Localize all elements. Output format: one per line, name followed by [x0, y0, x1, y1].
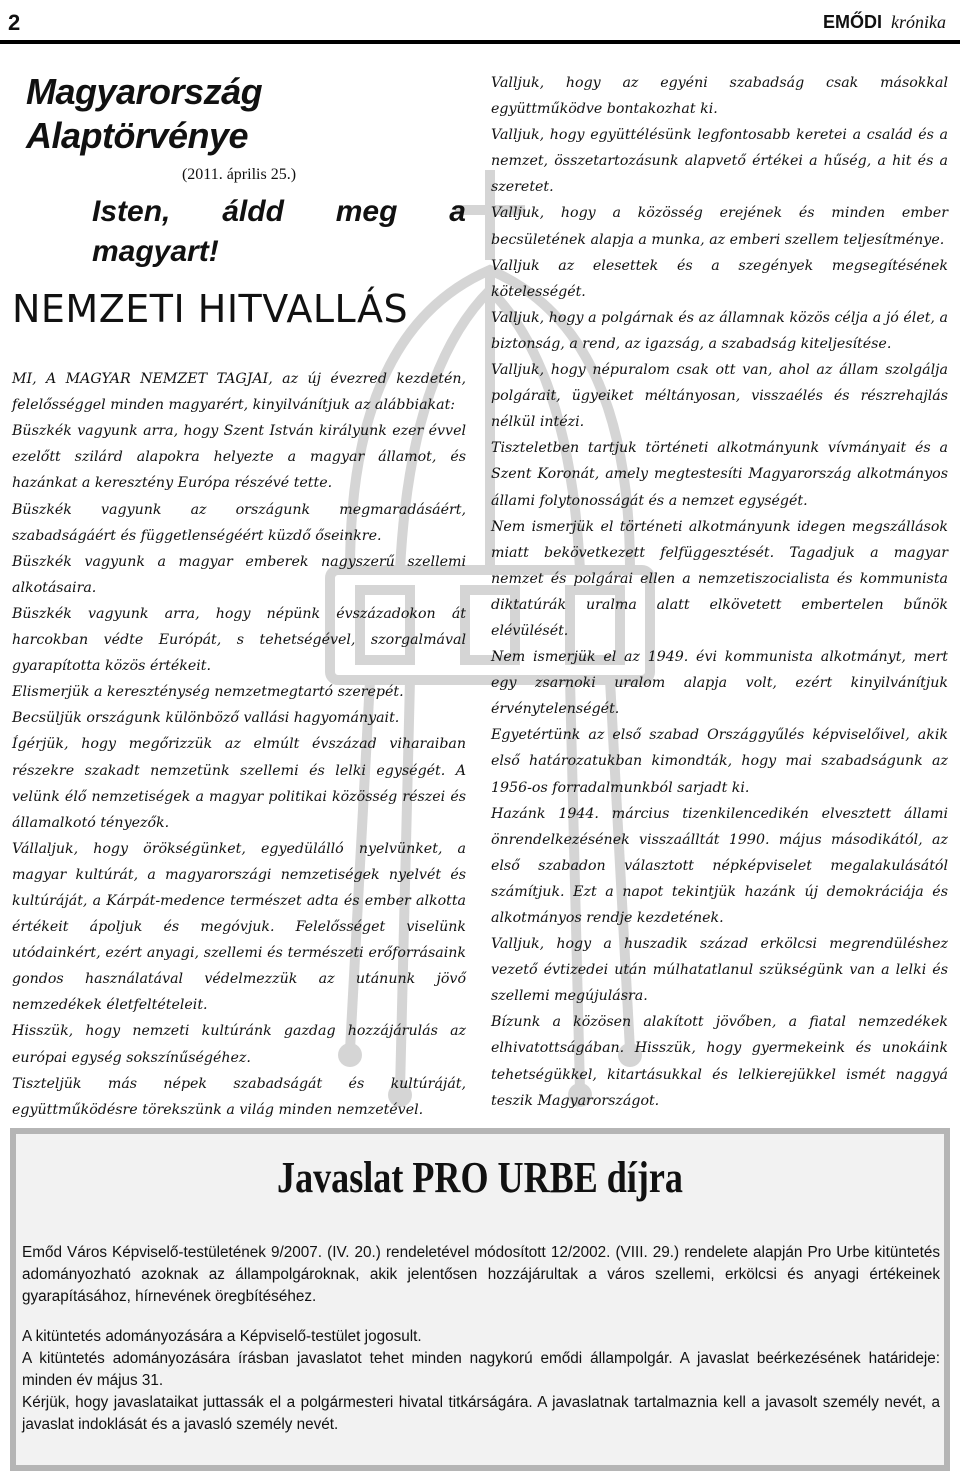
creed-paragraph: Hisszük, hogy nemzeti kultúránk gazdag hozzájárulás az európai egység sokszínűségéhez.	[12, 1023, 466, 1066]
creed-paragraph: Nem ismerjük el az 1949. évi kommunista alkotmányt, mert egy zsarnoki uralom alapja volt, ezért kinyilvánítjuk érvénytelenségét.	[491, 649, 948, 718]
creed-paragraph: Tiszteletben tartjuk történeti alkotmányunk vívmányait és a Szent Koronát, amely megtestesíti Magyarország alkotmányos állami folytonosságát és a nemzet egységét.	[491, 440, 948, 509]
law-title: Magyarország Alaptörvénye	[26, 71, 263, 156]
masthead	[823, 12, 946, 33]
creed-heading: NEMZETI HITVALLÁS	[12, 287, 409, 332]
pro-urbe-paragraph: Emőd Város Képviselő-testületének 9/2007. (IV. 20.) rendeletével módosított 12/2002. (VIII. 29.) rendelete alapján Pro Urbe kitüntetés adományozható azoknak az állampolgároknak, akik jelentősen hozzájárultak a város szellemi, erkölcsi és anyagi értékeinek gyarapításához, hírnevének öregbítéséhez.	[22, 1244, 940, 1305]
page-number: 2	[8, 10, 21, 35]
pro-urbe-paragraph: Kérjük, hogy javaslataikat juttassák el a polgármesteri hivatal titkárságára. A javaslatnak tartalmaznia kell a javasolt személy nevét, a javaslat indoklását és a javasló személy nevét.	[22, 1394, 940, 1433]
pro-urbe-paragraph: A kitüntetés adományozására a Képviselő-testület jogosult.	[22, 1328, 422, 1345]
creed-paragraph: Valljuk, hogy a huszadik század erkölcsi megrendüléshez vezető évtizedei után múlhatatlanul szükségünk van a lelki és szellemi megújulásra.	[491, 936, 948, 1005]
pro-urbe-paragraph: A kitüntetés adományozására írásban javaslatot tehet minden nagykorú emődi állampolgár. A javaslat beérkezésének határideje: minden év május 31.	[22, 1350, 940, 1389]
creed-paragraph: Valljuk, hogy a polgárnak és az államnak közös célja a jó élet, a biztonság, a rend, az igazság, a szabadság kiteljesítése.	[491, 309, 948, 352]
creed-paragraph: Büszkék vagyunk arra, hogy népünk évszázadokon át harcokban védte Európát, s tehetségével, szorgalmával gyarapította közös értékeit.	[12, 605, 466, 675]
law-date: (2011. április 25.)	[181, 166, 297, 183]
creed-paragraph: Valljuk, hogy együttélésünk legfontosabb keretei a család és a nemzet, összetartozásunk alapvető értékei a hűség, a hit és a szeretet.	[491, 127, 948, 196]
creed-paragraph: Ígérjük, hogy megőrizzük az elmúlt évszázad viharaiban részekre szakadt nemzetünk szellemi és lelki egységét. A velünk élő nemzetiségek a magyar politikai közösség részei és államalkotó tényezők.	[12, 736, 466, 831]
creed-paragraph: Valljuk az elesettek és a szegények megsegítésének kötelességét.	[491, 257, 948, 300]
creed-paragraph: Egyetértünk az első szabad Országgyűlés képviselőivel, akik első határozatukban kimondták, hogy mai szabadságunk az 1956-os forradalmunkból sarjadt ki.	[491, 727, 948, 796]
creed-paragraph: Büszkék vagyunk arra, hogy Szent István királyunk ezer évvel ezelőtt szilárd alapokra helyezte a magyar államot, és hazánkat a keresztény Európa részévé tette.	[12, 423, 466, 492]
creed-paragraph: Elismerjük a kereszténység nemzetmegtartó szerepét.	[12, 684, 404, 701]
creed-paragraph: Büszkék vagyunk az országunk megmaradásáért, szabadságáért és függetlenségéért küzdő őseinkre.	[12, 501, 466, 544]
pro-urbe-title: Javaslat PRO URBE díjra	[277, 1153, 683, 1202]
creed-paragraph: Valljuk, hogy az egyéni szabadság csak másokkal együttműködve bontakozhat ki.	[491, 75, 948, 118]
creed-paragraph: Becsüljük országunk különböző vallási hagyományait.	[12, 710, 400, 727]
pro-urbe-box	[10, 1128, 950, 1471]
pro-urbe-body	[22, 1242, 940, 1436]
creed-paragraph: MI, A MAGYAR NEMZET TAGJAI, az új évezred kezdetén, felelősséggel minden magyarért, kinyilvánítjuk az alábbiakat:	[12, 371, 466, 414]
left-column	[12, 70, 466, 1149]
page-header	[0, 0, 960, 44]
creed-paragraph: Valljuk, hogy a közösség erejének és minden ember becsületének alapja a munka, az emberi szellem teljesítménye.	[491, 205, 948, 248]
creed-paragraph: Bízunk a közösen alakított jövőben, a fiatal nemzedékek elhivatottságában. Hisszük, hogy gyermekeink és unokáink tehetségükkel, kitartásukkal és lelkierejükkel ismét naggyá teszik Magyarországot.	[491, 1014, 948, 1109]
masthead-subtitle: krónika	[891, 12, 946, 32]
right-column	[491, 70, 948, 1114]
creed-paragraph: Valljuk, hogy népuralom csak ott van, ahol az állam szolgálja polgárait, ügyeiket méltányosan, visszaélés és részrehajlás nélkül intézi.	[491, 362, 948, 431]
creed-paragraph: Büszkék vagyunk a magyar emberek nagyszerű szellemi alkotásaira.	[12, 553, 466, 596]
creed-paragraph: Vállaljuk, hogy örökségünket, egyedülálló nyelvünket, a magyar kultúrát, a magyarországi nemzetiségek nyelvét és kultúráját, a Kárpát-medence természet adta és ember alkotta értékeit ápoljuk és megóvjuk. Felelősséget viselünk utódainkért, ezért anyagi, szellemi és természeti erőforrásaink gondos használatával védelmezzük az utánunk jövő nemzedékek életfeltételeit.	[12, 840, 466, 1014]
masthead-brand: EMŐDI	[822, 12, 882, 32]
creed-paragraph: Tiszteljük más népek szabadságát és kultúráját, együttműködésre törekszünk a világ minden nemzetével.	[12, 1075, 466, 1118]
creed-paragraph: Hazánk 1944. március tizenkilencedikén elvesztett állami önrendelkezésének visszaálltát 1990. május másodikától, az első szabadon választott népképviselet megalakulásától számítjuk. Ezt a napot tekintjük hazánk új demokráciája és alkotmányos rendje kezdetének.	[491, 805, 948, 926]
blessing-line: Isten, áldd meg a magyart!	[92, 195, 466, 269]
creed-paragraph: Nem ismerjük el történeti alkotmányunk idegen megszállások miatt bekövetkezett felfüggesztését. Tagadjuk a magyar nemzet és polgárai ellen a nemzetiszocialista és kommunista diktatúrák uralma alatt elkövetett embertelen bűnök elévülését.	[491, 518, 948, 639]
